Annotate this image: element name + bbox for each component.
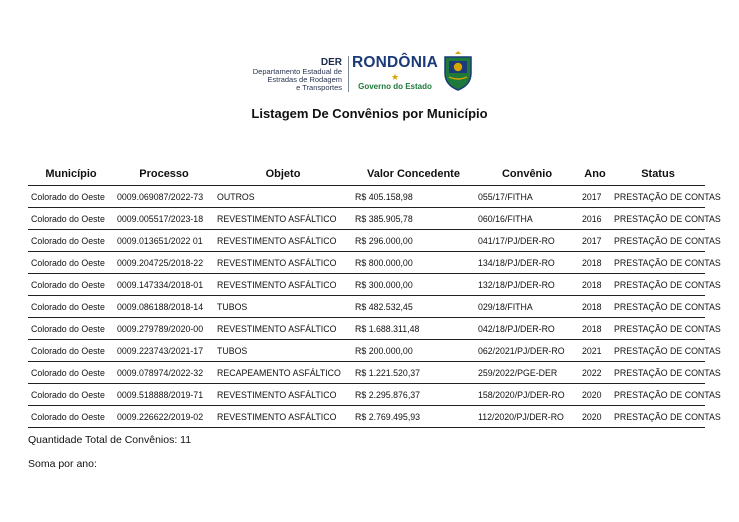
cell-processo: 0009.078974/2022-32: [114, 362, 214, 384]
cell-convenio: 134/18/PJ/DER-RO: [475, 252, 579, 274]
column-header-processo: Processo: [114, 163, 214, 186]
column-header-objeto: Objeto: [214, 163, 352, 186]
column-header-ano: Ano: [579, 163, 611, 186]
star-icon: ★: [390, 72, 400, 82]
cell-objeto: TUBOS: [214, 296, 352, 318]
cell-processo: 0009.279789/2020-00: [114, 318, 214, 340]
column-header-valor-concedente: Valor Concedente: [352, 163, 475, 186]
cell-ano: 2022: [579, 362, 611, 384]
cell-ano: 2020: [579, 406, 611, 428]
cell-objeto: REVESTIMENTO ASFÁLTICO: [214, 318, 352, 340]
cell-status: PRESTAÇÃO DE CONTAS: [611, 230, 705, 252]
cell-status: PRESTAÇÃO DE CONTAS: [611, 186, 705, 208]
cell-ano: 2020: [579, 384, 611, 406]
table-row: [28, 340, 705, 362]
column-header-municipio: Município: [28, 163, 114, 186]
total-convenios-label: Quantidade Total de Convênios: 11: [28, 434, 192, 446]
cell-municipio: Colorado do Oeste: [28, 406, 114, 428]
column-header-convenio: Convênio: [475, 163, 579, 186]
cell-municipio: Colorado do Oeste: [28, 296, 114, 318]
cell-valor-concedente: R$ 200.000,00: [352, 340, 475, 362]
cell-municipio: Colorado do Oeste: [28, 384, 114, 406]
cell-processo: 0009.005517/2023-18: [114, 208, 214, 230]
cell-objeto: OUTROS: [214, 186, 352, 208]
cell-processo: 0009.147334/2018-01: [114, 274, 214, 296]
cell-municipio: Colorado do Oeste: [28, 318, 114, 340]
cell-convenio: 158/2020/PJ/DER-RO: [475, 384, 579, 406]
cell-valor-concedente: R$ 296.000,00: [352, 230, 475, 252]
cell-objeto: REVESTIMENTO ASFÁLTICO: [214, 406, 352, 428]
table-row: [28, 274, 705, 296]
cell-status: PRESTAÇÃO DE CONTAS: [611, 274, 705, 296]
cell-convenio: 062/2021/PJ/DER-RO: [475, 340, 579, 362]
cell-processo: 0009.086188/2018-14: [114, 296, 214, 318]
cell-ano: 2018: [579, 274, 611, 296]
der-logo-line-3: e Transportes: [296, 83, 342, 92]
cell-processo: 0009.069087/2022-73: [114, 186, 214, 208]
state-coat-of-arms-icon: [440, 51, 476, 91]
cell-objeto: REVESTIMENTO ASFÁLTICO: [214, 208, 352, 230]
cell-municipio: Colorado do Oeste: [28, 230, 114, 252]
cell-convenio: 132/18/PJ/DER-RO: [475, 274, 579, 296]
table-row: [28, 252, 705, 274]
logo-divider: [348, 56, 349, 92]
cell-valor-concedente: R$ 405.158,98: [352, 186, 475, 208]
cell-ano: 2018: [579, 318, 611, 340]
cell-valor-concedente: R$ 482.532,45: [352, 296, 475, 318]
cell-status: PRESTAÇÃO DE CONTAS: [611, 318, 705, 340]
cell-valor-concedente: R$ 2.295.876,37: [352, 384, 475, 406]
header-row: [28, 163, 705, 186]
cell-ano: 2021: [579, 340, 611, 362]
table-row: [28, 362, 705, 384]
cell-ano: 2018: [579, 296, 611, 318]
cell-ano: 2018: [579, 252, 611, 274]
cell-ano: 2017: [579, 230, 611, 252]
cell-status: PRESTAÇÃO DE CONTAS: [611, 362, 705, 384]
state-subtitle: Governo do Estado: [358, 82, 432, 91]
cell-objeto: REVESTIMENTO ASFÁLTICO: [214, 274, 352, 296]
cell-convenio: 259/2022/PGE-DER: [475, 362, 579, 384]
state-name: RONDÔNIA: [352, 54, 438, 71]
table-row: [28, 406, 705, 428]
cell-municipio: Colorado do Oeste: [28, 340, 114, 362]
cell-objeto: TUBOS: [214, 340, 352, 362]
cell-processo: 0009.204725/2018-22: [114, 252, 214, 274]
cell-valor-concedente: R$ 385.905,78: [352, 208, 475, 230]
table-row: [28, 318, 705, 340]
cell-convenio: 060/16/FITHA: [475, 208, 579, 230]
rondonia-logo: [351, 54, 439, 92]
cell-status: PRESTAÇÃO DE CONTAS: [611, 296, 705, 318]
cell-processo: 0009.013651/2022 01: [114, 230, 214, 252]
table-row: [28, 296, 705, 318]
cell-processo: 0009.223743/2021-17: [114, 340, 214, 362]
cell-convenio: 029/18/FITHA: [475, 296, 579, 318]
cell-status: PRESTAÇÃO DE CONTAS: [611, 406, 705, 428]
cell-objeto: REVESTIMENTO ASFÁLTICO: [214, 230, 352, 252]
cell-valor-concedente: R$ 2.769.495,93: [352, 406, 475, 428]
table-row: [28, 208, 705, 230]
cell-municipio: Colorado do Oeste: [28, 252, 114, 274]
cell-convenio: 055/17/FITHA: [475, 186, 579, 208]
cell-status: PRESTAÇÃO DE CONTAS: [611, 384, 705, 406]
cell-ano: 2017: [579, 186, 611, 208]
cell-convenio: 041/17/PJ/DER-RO: [475, 230, 579, 252]
table-row: [28, 230, 705, 252]
cell-status: PRESTAÇÃO DE CONTAS: [611, 252, 705, 274]
column-header-status: Status: [611, 163, 705, 186]
cell-processo: 0009.226622/2019-02: [114, 406, 214, 428]
cell-processo: 0009.518888/2019-71: [114, 384, 214, 406]
cell-convenio: 042/18/PJ/DER-RO: [475, 318, 579, 340]
cell-status: PRESTAÇÃO DE CONTAS: [611, 340, 705, 362]
der-logo-line-1: Departamento Estadual de: [252, 67, 342, 76]
table-body: [28, 186, 721, 428]
cell-municipio: Colorado do Oeste: [28, 208, 114, 230]
der-logo: [243, 57, 342, 92]
cell-status: PRESTAÇÃO DE CONTAS: [611, 208, 705, 230]
table-row: [28, 186, 705, 208]
der-logo-title: DER: [320, 57, 342, 68]
cell-valor-concedente: R$ 1.221.520,37: [352, 362, 475, 384]
cell-valor-concedente: R$ 800.000,00: [352, 252, 475, 274]
page-title: Listagem De Convênios por Município: [251, 106, 488, 121]
cell-municipio: Colorado do Oeste: [28, 274, 114, 296]
cell-ano: 2016: [579, 208, 611, 230]
table-row: [28, 384, 705, 406]
cell-objeto: REVESTIMENTO ASFÁLTICO: [214, 384, 352, 406]
der-logo-line-2: Estradas de Rodagem: [267, 75, 342, 84]
cell-convenio: 112/2020/PJ/DER-RO: [475, 406, 579, 428]
cell-municipio: Colorado do Oeste: [28, 362, 114, 384]
cell-valor-concedente: R$ 300.000,00: [352, 274, 475, 296]
soma-por-ano-label: Soma por ano:: [28, 458, 97, 470]
cell-valor-concedente: R$ 1.688.311,48: [352, 318, 475, 340]
cell-objeto: RECAPEAMENTO ASFÁLTICO: [214, 362, 352, 384]
cell-objeto: REVESTIMENTO ASFÁLTICO: [214, 252, 352, 274]
cell-municipio: Colorado do Oeste: [28, 186, 114, 208]
table-header: [28, 163, 705, 186]
convenios-table: [28, 163, 721, 428]
